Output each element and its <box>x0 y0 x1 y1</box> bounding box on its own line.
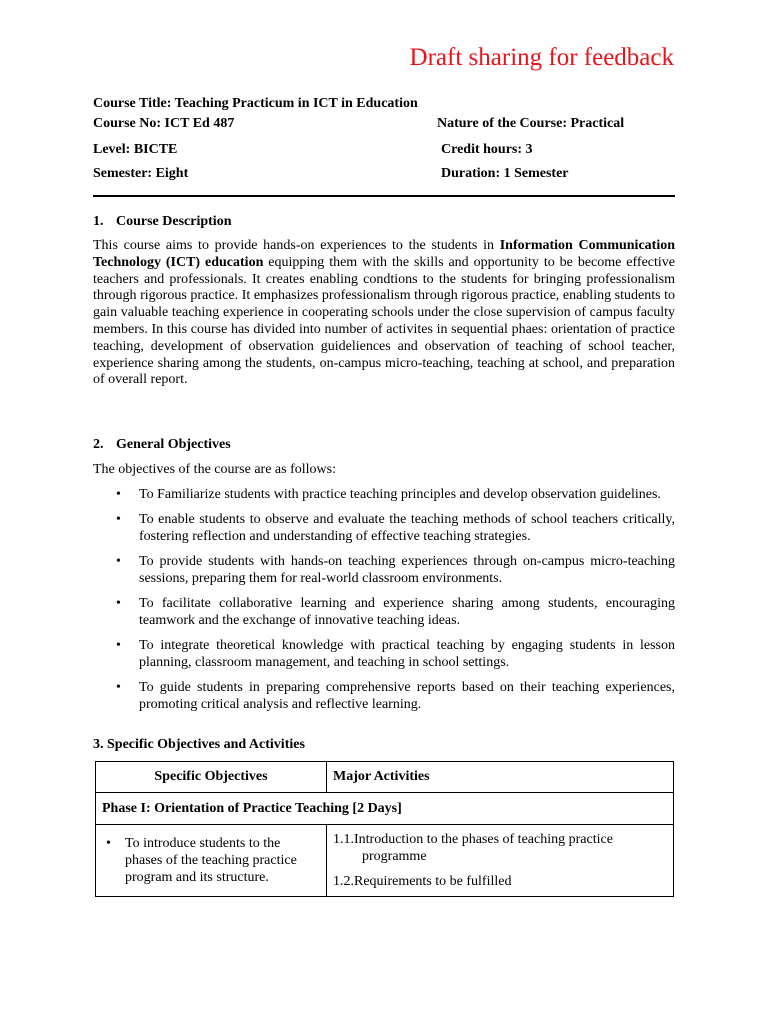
list-item-text: To integrate theoretical knowledge with practical teaching by engaging students in lesson planning, classroom management, and teaching in school settings. <box>139 638 675 670</box>
activity-item <box>333 873 667 890</box>
column-header-major-activities: Major Activities <box>327 762 674 793</box>
list-item-text: To provide students with hands-on teaching experiences through on-campus micro-teaching sessions, preparing them for real-world classroom environments. <box>139 554 675 586</box>
objectives-intro: The objectives of the course are as follows: <box>93 462 336 477</box>
list-item-text: To guide students in preparing comprehensive reports based on their teaching experiences, promoting critical analysis and reflective learning. <box>139 680 675 712</box>
objective-cell <box>96 825 327 897</box>
general-objectives-list <box>93 486 675 721</box>
section-general-objectives-heading <box>93 437 231 453</box>
list-item <box>93 486 675 503</box>
activity-item <box>333 831 667 865</box>
section-specific-objectives-heading: 3. Specific Objectives and Activities <box>93 737 305 752</box>
section-course-description-heading <box>93 214 232 230</box>
list-item <box>93 679 675 713</box>
table-row <box>96 793 674 825</box>
draft-label: Draft sharing for feedback <box>409 44 674 71</box>
objective-item <box>102 835 320 886</box>
activities-cell <box>327 825 674 897</box>
bullet-icon: • <box>106 836 111 851</box>
course-nature: Nature of the Course: Practical <box>437 116 625 131</box>
course-number: Course No: ICT Ed 487 <box>93 116 235 131</box>
bullet-icon: • <box>116 554 121 569</box>
activity-number: 1.2. <box>333 874 354 889</box>
bullet-icon: • <box>116 487 121 502</box>
section-number: 2. <box>93 437 104 452</box>
course-duration: Duration: 1 Semester <box>441 166 569 181</box>
list-item <box>93 637 675 671</box>
list-item-text: To facilitate collaborative learning and experience sharing among students, encouraging teamwork and the exchange of innovative teaching ideas. <box>139 596 675 628</box>
list-item-text: To Familiarize students with practice teaching principles and develop observation guidelines. <box>139 487 661 502</box>
table-row <box>96 825 674 897</box>
bullet-icon: • <box>116 638 121 653</box>
list-item <box>93 511 675 545</box>
section-title: Course Description <box>116 214 232 229</box>
objective-line: phases of the teaching practice <box>125 853 297 868</box>
course-description-paragraph <box>93 238 675 389</box>
header-divider <box>93 195 675 197</box>
column-header-specific-objectives: Specific Objectives <box>96 762 327 793</box>
course-level: Level: BICTE <box>93 142 178 157</box>
bullet-icon: • <box>116 512 121 527</box>
activity-number: 1.1. <box>333 832 354 847</box>
activity-text-continued: programme <box>362 849 427 864</box>
credit-hours: Credit hours: 3 <box>441 142 533 157</box>
activity-text: Introduction to the phases of teaching practice <box>354 832 613 847</box>
objective-line: program and its structure. <box>125 870 269 885</box>
description-text-start: This course aims to provide hands-on experiences to the students in <box>93 238 500 253</box>
description-bold-text: Information Communication Technology (ICT) education <box>93 238 675 270</box>
section-title: General Objectives <box>116 437 231 452</box>
course-title: Course Title: Teaching Practicum in ICT in Education <box>93 96 418 111</box>
activity-text: Requirements to be fulfilled <box>354 874 512 889</box>
objective-line: To introduce students to the <box>125 836 281 851</box>
description-text-end: equipping them with the skills and opportunity to be become effective teachers and professionals. It creates enabling condtions to the students for bringing professionalism through rigorous practice. It emphasizes professionalism through rigorous practice, enabling students to gain valuable teaching experience in cooperating schools under the close supervision of campus faculty members. In this course has divided into number of activites in sequential phaes: orientation of practice teaching, development of observation guideliences and observation of teaching of school teacher, experience sharing among the students, on-campus micro-teaching, teaching at school, and preparation of overall report. <box>93 254 675 388</box>
phase-heading-cell: Phase I: Orientation of Practice Teaching [2 Days] <box>96 793 674 825</box>
list-item-text: To enable students to observe and evaluate the teaching methods of school teachers critically, fostering reflection and understanding of effective teaching strategies. <box>139 512 675 544</box>
bullet-icon: • <box>116 596 121 611</box>
table-header-row <box>96 762 674 793</box>
list-item <box>93 553 675 587</box>
course-semester: Semester: Eight <box>93 166 189 181</box>
section-number: 1. <box>93 214 104 229</box>
list-item <box>93 595 675 629</box>
specific-objectives-table <box>95 761 674 897</box>
bullet-icon: • <box>116 680 121 695</box>
